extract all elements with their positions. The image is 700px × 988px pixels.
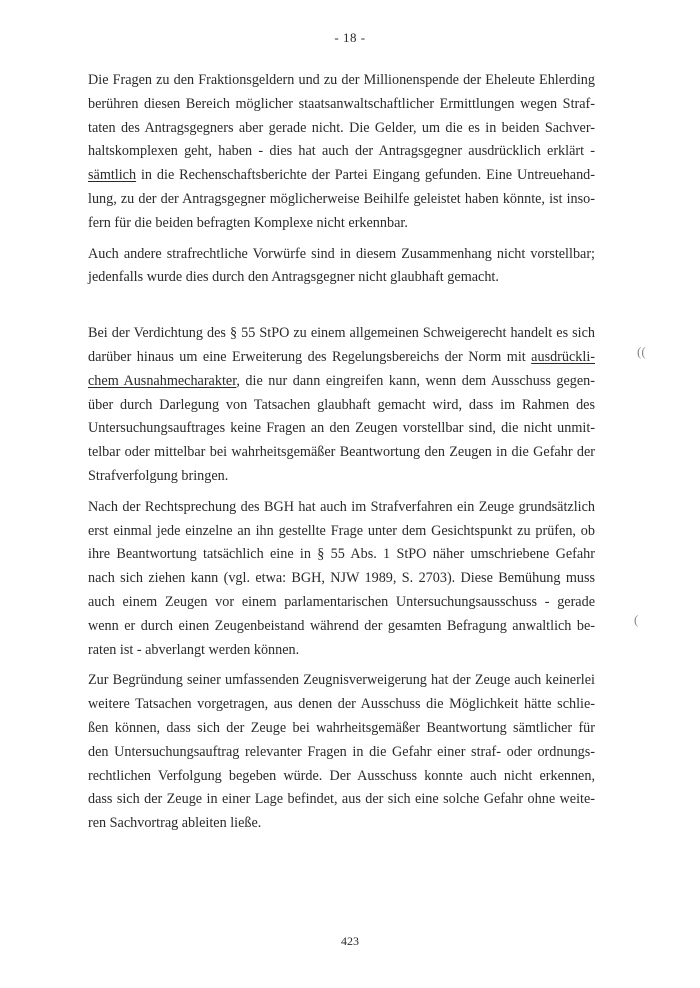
text-segment: darüber hinaus um eine Erweiterung des Regelungsbereichs der Norm mit	[88, 348, 532, 365]
paragraph	[88, 69, 595, 236]
text-segment: dass sich der Zeuge in einer Lage befindet, aus der sich eine solche Gefahr ohne weite-	[88, 791, 595, 808]
text-line	[88, 188, 595, 212]
text-segment: ßen können, dass sich der Zeuge bei wahrheitsgemäßer Beantwortung sämtlicher für	[88, 719, 595, 736]
text-segment: lung, zu der der Antragsgegner möglicherweise Beihilfe geleistet haben könnte, ist inso-	[88, 190, 595, 207]
text-line	[88, 243, 595, 267]
paragraph-spacer	[88, 662, 595, 669]
text-segment: Bei der Verdichtung des § 55 StPO zu einem allgemeinen Schweigerecht handelt es sich	[88, 325, 595, 342]
text-segment: ihre Beantwortung tatsächlich eine in § 55 Abs. 1 StPO näher umschriebene Gefahr	[88, 546, 595, 563]
paragraph-spacer	[88, 489, 595, 496]
text-segment: Auch andere strafrechtliche Vorwürfe sind in diesem Zusammenhang nicht vorstellbar;	[88, 245, 595, 262]
text-line	[88, 465, 595, 489]
text-line	[88, 639, 595, 663]
text-line	[88, 164, 595, 188]
text-line	[88, 394, 595, 418]
text-segment: in die Rechenschaftsberichte der Partei Eingang gefunden. Eine Untreuehand-	[136, 167, 595, 184]
text-line	[88, 441, 595, 465]
text-line	[88, 812, 595, 836]
text-segment: taten des Antragsgegners aber gerade nicht. Die Gelder, um die es in beiden Sachver-	[88, 119, 595, 136]
paragraph-spacer	[88, 236, 595, 243]
text-line	[88, 266, 595, 290]
text-line	[88, 93, 595, 117]
text-line	[88, 322, 595, 346]
text-line	[88, 788, 595, 812]
text-segment: Strafverfolgung bringen.	[88, 467, 229, 484]
paragraph	[88, 243, 595, 291]
text-segment: telbar oder mittelbar bei wahrheitsgemäßer Beantwortung den Zeugen in die Gefahr der	[88, 444, 595, 461]
text-segment: Untersuchungsauftrages keine Fragen an den Zeugen vorstellbar sind, die nicht unmit-	[88, 420, 595, 437]
text-line	[88, 567, 595, 591]
paragraph	[88, 322, 595, 489]
body-text	[88, 69, 595, 836]
text-segment: rechtlichen Verfolgung begeben würde. Der Ausschuss konnte auch nicht erkennen,	[88, 767, 595, 784]
text-line	[88, 140, 595, 164]
paragraph	[88, 669, 595, 836]
text-line	[88, 765, 595, 789]
text-segment: Zur Begründung seiner umfassenden Zeugnisverweigerung hat der Zeuge auch keinerlei	[88, 672, 595, 689]
text-line	[88, 543, 595, 567]
text-line	[88, 520, 595, 544]
text-segment: haltskomplexen geht, haben - dies hat auch der Antragsgegner ausdrücklich erklärt -	[88, 143, 595, 160]
paragraph	[88, 496, 595, 663]
text-line	[88, 591, 595, 615]
page-header-marker: - 18 -	[334, 30, 366, 45]
text-segment: nach sich ziehen kann (vgl. etwa: BGH, NJW 1989, S. 2703). Diese Bemühung muss	[88, 570, 595, 587]
text-line	[88, 69, 595, 93]
text-line	[88, 693, 595, 717]
text-segment: über durch Darlegung von Tatsachen glaubhaft gemacht wird, dass im Rahmen des	[88, 396, 595, 413]
margin-mark-upper: ((	[637, 344, 646, 359]
text-segment: erst einmal jede einzelne an ihn gestellte Frage unter dem Gesichtspunkt zu prüfen, ob	[88, 522, 595, 539]
text-line	[88, 117, 595, 141]
text-segment: Die Fragen zu den Fraktionsgeldern und zu der Millionenspende der Eheleute Ehlerding	[88, 72, 595, 88]
text-segment: den Untersuchungsauftrag relevanter Fragen in die Gefahr einer straf- oder ordnungs-	[88, 743, 595, 760]
text-segment: ren Sachvortrag ableiten ließe.	[88, 815, 262, 832]
text-line	[88, 615, 595, 639]
text-line	[88, 496, 595, 520]
paragraph-spacer	[88, 290, 595, 322]
text-segment: jedenfalls wurde dies durch den Antragsgegner nicht glaubhaft gemacht.	[88, 269, 499, 286]
text-line	[88, 346, 595, 370]
text-segment: , die nur dann eingreifen kann, wenn dem Ausschuss gegen-	[236, 372, 595, 389]
underlined-text: ausdrückli-	[531, 348, 595, 365]
text-segment: weitere Tatsachen vorgetragen, aus denen der Ausschuss die Möglichkeit hätte schlie-	[88, 696, 595, 713]
text-line	[88, 417, 595, 441]
text-segment: berühren diesen Bereich möglicher staatsanwaltschaftlicher Ermittlungen wegen Straf-	[88, 95, 595, 112]
margin-mark-lower: (	[634, 612, 639, 627]
page-number: 423	[341, 934, 359, 948]
text-segment: fern für die beiden befragten Komplexe nicht erkennbar.	[88, 214, 408, 231]
underlined-text: chem Ausnahmecharakter	[88, 372, 237, 389]
text-segment: Nach der Rechtsprechung des BGH hat auch im Strafverfahren ein Zeuge grundsätzlich	[88, 498, 595, 515]
text-line	[88, 212, 595, 236]
underlined-text: sämtlich	[88, 167, 137, 184]
text-segment: wenn er durch einen Zeugenbeistand während der gesamten Befragung anwaltlich be-	[88, 617, 595, 634]
text-line	[88, 717, 595, 741]
text-line	[88, 669, 595, 693]
text-segment: auch einem Zeugen vor einem parlamentarischen Untersuchungsausschuss - gerade	[88, 593, 595, 610]
text-line	[88, 741, 595, 765]
text-segment: raten ist - abverlangt werden können.	[88, 641, 300, 658]
text-line	[88, 370, 595, 394]
